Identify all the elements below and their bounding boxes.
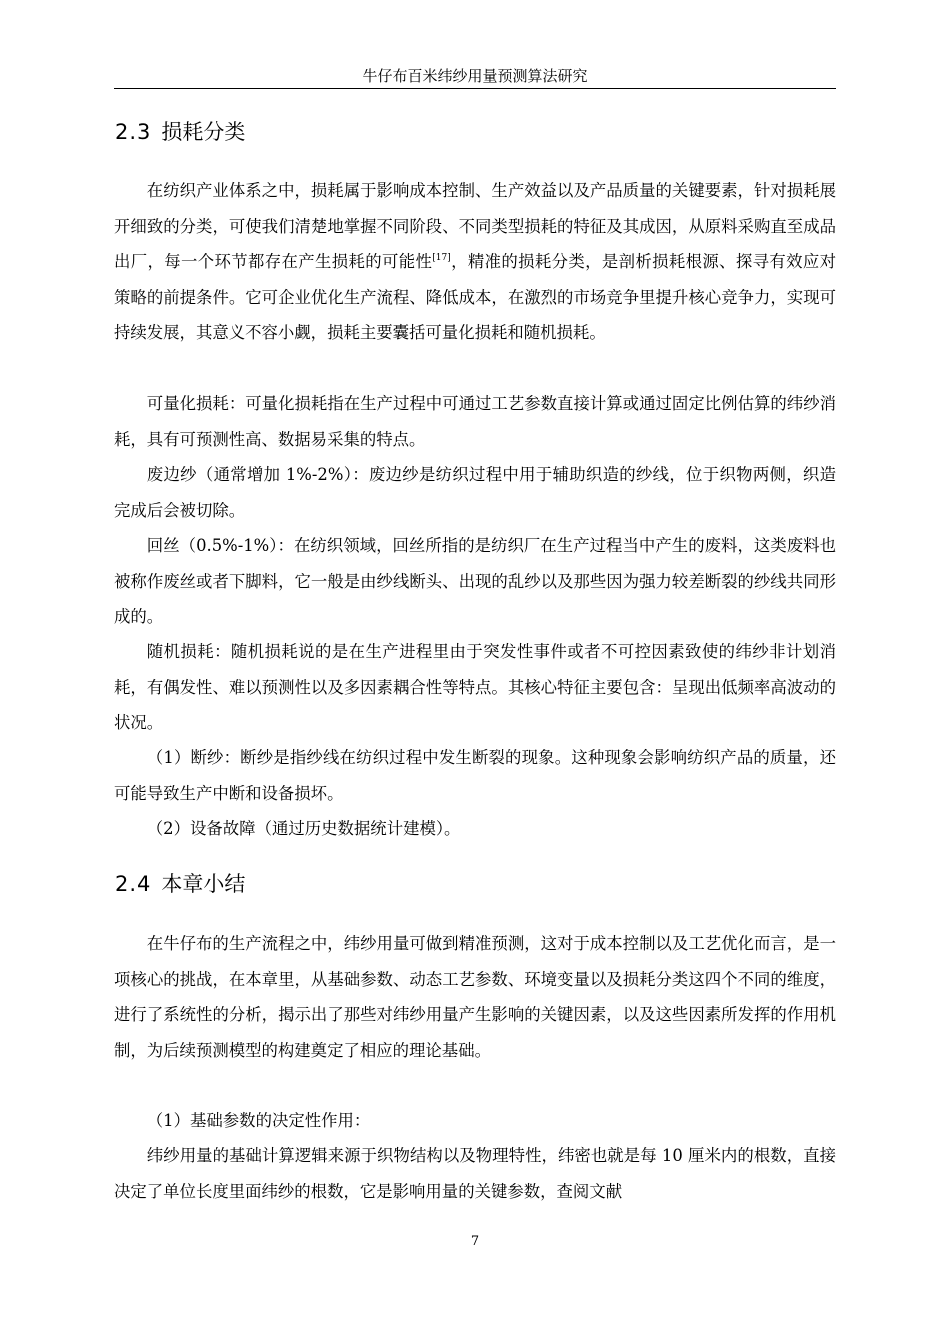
- section-title: 本章小结: [161, 872, 246, 896]
- paragraph-waste-selvage: 废边纱（通常增加 1%-2%）：废边纱是纺织过程中用于辅助织造的纱线，位于织物两侧，织造完成后会被切除。: [114, 465, 836, 520]
- paragraph-text: ，精准的损耗分类，是剖析损耗根源、探寻有效应对策略的前提条件。它可企业优化生产流程、降低成本，在激烈的市场竞争里提升核心竞争力，实现可持续发展，其意义不容小觑，损耗主要囊括可量化损耗和随机损耗。: [114, 252, 837, 342]
- paragraph-basic-params-heading: （1）基础参数的决定性作用：: [146, 1111, 371, 1130]
- paragraph-chapter-summary: 在牛仔布的生产流程之中，纬纱用量可做到精准预测，这对于成本控制以及工艺优化而言，是一项核心的挑战，在本章里，从基础参数、动态工艺参数、环境变量以及损耗分类这四个不同的维度，进行了系统性的分析，揭示出了那些对纬纱用量产生影响的关键因素，以及这些因素所发挥的作用机制，为后续预测模型的构建奠定了相应的理论基础。: [114, 934, 836, 1060]
- section-heading-2-3: [115, 118, 245, 146]
- citation-marker: [17]: [432, 253, 451, 263]
- section-heading-2-4: [115, 870, 245, 898]
- paragraph-random-loss: 随机损耗：随机损耗说的是在生产进程里由于突发性事件或者不可控因素致使的纬纱非计划消耗，有偶发性、难以预测性以及多因素耦合性等特点。其核心特征主要包含：呈现出低频率高波动的状况。: [114, 642, 836, 732]
- paragraph-loss-intro: [114, 173, 836, 351]
- paragraph-text: 在纺织产业体系之中，损耗属于影响成本控制、生产效益以及产品质量的关键要素，针对损耗展开细致的分类，可使我们清楚地掌握不同阶段、不同类型损耗的特征及其成因，从原料采购直至成品出厂，每一个环节都存在产生损耗的可能性: [114, 181, 836, 271]
- paragraph-quantifiable-loss: 可量化损耗：可量化损耗指在生产过程中可通过工艺参数直接计算或通过固定比例估算的纬纱消耗，具有可预测性高、数据易采集的特点。: [114, 394, 836, 449]
- section-number: 2.3: [115, 120, 152, 144]
- running-header: 牛仔布百米纬纱用量预测算法研究: [362, 67, 588, 85]
- paragraph-waste-yarn: 回丝（0.5%-1%）：在纺织领域，回丝所指的是纺织厂在生产过程当中产生的废料，这类废料也被称作废丝或者下脚料，它一般是由纱线断头、出现的乱纱以及那些因为强力较差断裂的纱线共同形成的。: [114, 536, 836, 626]
- header-rule: [114, 88, 836, 89]
- paragraph-basic-params: 纬纱用量的基础计算逻辑来源于织物结构以及物理特性，纬密也就是每 10 厘米内的根数，直接决定了单位长度里面纬纱的根数，它是影响用量的关键参数，查阅文献: [114, 1146, 836, 1201]
- paragraph-yarn-breakage: （1）断纱：断纱是指纱线在纺织过程中发生断裂的现象。这种现象会影响纺织产品的质量，还可能导致生产中断和设备损坏。: [114, 748, 836, 803]
- paragraph-equipment-failure: （2）设备故障（通过历史数据统计建模）。: [146, 819, 461, 838]
- section-title: 损耗分类: [161, 120, 246, 144]
- page-number: 7: [470, 1234, 480, 1249]
- section-number: 2.4: [115, 872, 152, 896]
